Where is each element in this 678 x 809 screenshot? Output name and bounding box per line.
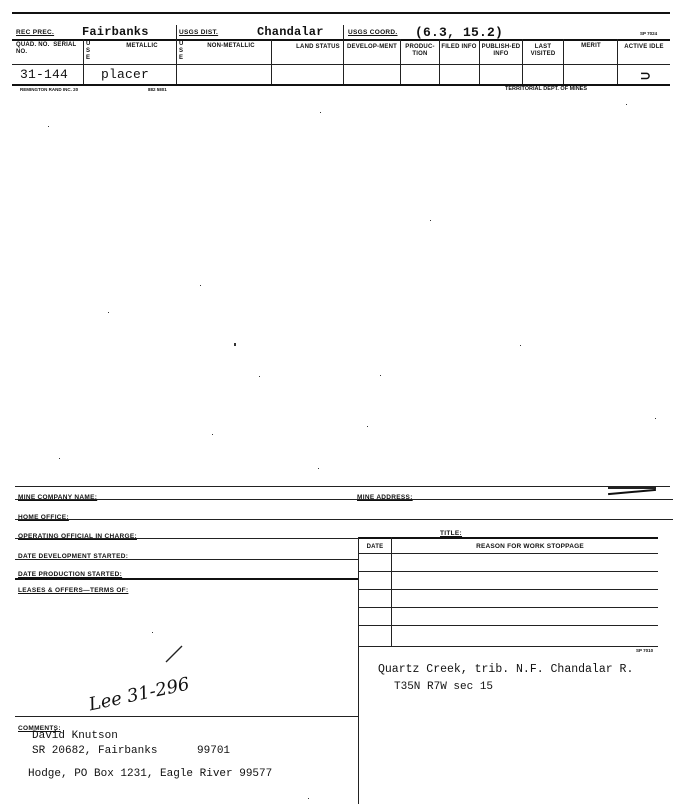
rec-prec-value: Fairbanks <box>82 25 149 39</box>
comments-label: COMMENTS: <box>18 725 61 732</box>
metallic-value: placer <box>101 67 150 82</box>
row2-divider <box>12 64 670 65</box>
col-quad-serial: QUAD. NO. SERIAL NO. <box>16 42 77 55</box>
operating-official-label: OPERATING OFFICIAL IN CHARGE: <box>18 533 137 540</box>
col-development: DEVELOP-MENT <box>346 44 398 50</box>
date-production-label: DATE PRODUCTION STARTED: <box>18 571 123 578</box>
comment-line-1: David Knutson <box>32 730 118 742</box>
rec-prec-label: REC PREC. <box>16 29 55 36</box>
usgs-coord-label: USGS COORD. <box>348 29 398 36</box>
handwritten-note: Lee 31-296 <box>86 673 192 716</box>
col-active-idle: ACTIVE IDLE <box>624 44 664 50</box>
mine-company-label: MINE COMPANY NAME: <box>18 494 98 501</box>
home-office-label: HOME OFFICE: <box>18 514 69 521</box>
mine-address-label: MINE ADDRESS: <box>357 494 413 501</box>
top-border <box>12 12 670 14</box>
comment-line-2: SR 20682, Fairbanks 99701 <box>32 745 231 757</box>
usgs-dist-value: Chandalar <box>257 25 324 39</box>
col-land-status: LAND STATUS <box>296 44 340 50</box>
usgs-dist-label: USGS DIST. <box>179 29 219 36</box>
form-number: SP 7024 <box>640 31 658 36</box>
quad-serial-value: 31-144 <box>20 67 69 82</box>
lower-form-number: SP 7010 <box>636 648 654 653</box>
printer-credit: REMINGTON RAND INC. 20 <box>20 87 79 92</box>
handwritten-stroke <box>160 640 190 670</box>
col-use-nonmetallic: U S E <box>179 41 184 61</box>
location-line-2: T35N R7W sec 15 <box>394 681 494 693</box>
date-col-header: DATE <box>366 544 384 550</box>
comment-line-3: Hodge, PO Box 1231, Eagle River 99577 <box>28 768 273 780</box>
reason-col-header: REASON FOR WORK STOPPAGE <box>476 543 584 550</box>
col-published-info: PUBLISH-ED INFO <box>481 44 521 57</box>
location-line-1: Quartz Creek, trib. N.F. Chandalar R. <box>378 663 634 676</box>
col-metallic: METALLIC <box>126 43 158 49</box>
usgs-coord-value: (6.3, 15.2) <box>415 25 504 40</box>
territorial-dept: TERRITORIAL DEPT. OF MINES <box>505 86 587 92</box>
printer-code: 882 5801 <box>148 87 167 92</box>
col-production: PRODUC-TION <box>405 44 435 57</box>
date-development-label: DATE DEVELOPMENT STARTED: <box>18 553 129 560</box>
col-filed-info: FILED INFO <box>441 44 477 50</box>
col-use-metallic: U S E <box>86 41 91 61</box>
active-mark: ⊃ <box>640 68 651 83</box>
col-merit: MERIT <box>581 43 601 49</box>
col-non-metallic: NON-METALLIC <box>207 43 255 49</box>
col-last-visited: LAST VISITED <box>530 44 556 57</box>
row1-divider <box>12 39 670 41</box>
leases-label: LEASES & OFFERS—TERMS OF: <box>18 587 129 594</box>
title-label: TITLE: <box>440 530 463 537</box>
